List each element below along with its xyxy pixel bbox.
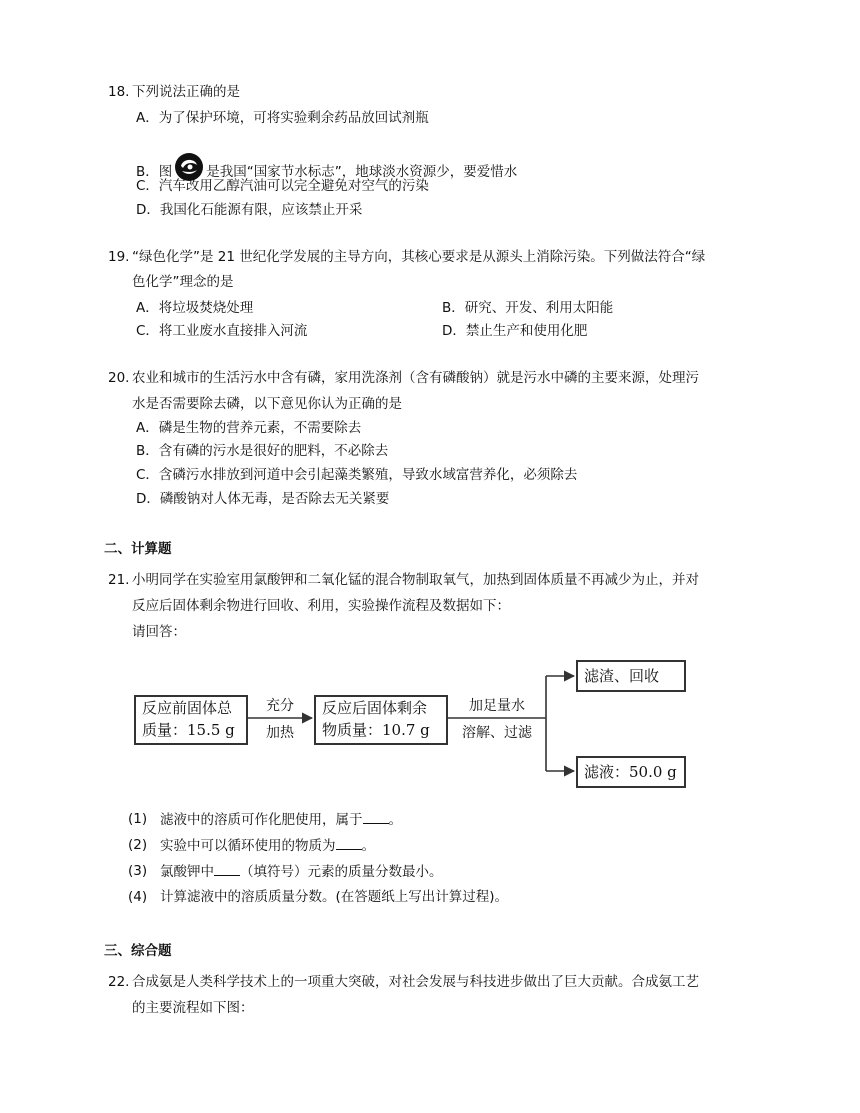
flow-arrow1-label-top: 充分 (266, 698, 294, 714)
flow-box-filter-residue: 滤渣、回收 (576, 660, 686, 692)
question-19-option-d: D．禁止生产和使用化肥 (442, 323, 588, 339)
flow-arrow2-label-top: 加足量水 (469, 698, 525, 714)
question-21-stem-line3: 请回答： (132, 624, 186, 640)
question-20-number: 20. (108, 370, 130, 386)
section-heading-comprehensive: 三、综合题 (104, 943, 172, 959)
sub-question-4-text: 计算滤液中的溶质质量分数。(在答题纸上写出计算过程)。 (160, 889, 509, 905)
flow-box-residue-mass-line2: 物质量：10.7 g (322, 721, 430, 739)
question-18-number: 18. (108, 84, 130, 100)
question-18-option-c: C．汽车改用乙醇汽油可以完全避免对空气的污染 (136, 178, 429, 194)
flow-arrow2-label-bottom: 溶解、过滤 (462, 725, 532, 741)
flow-box-residue-mass-line1: 反应后固体剩余 (322, 699, 428, 717)
question-20-option-b: B．含有磷的污水是很好的肥料，不必除去 (136, 443, 389, 459)
sub-question-3-text (160, 861, 443, 882)
sub-question-2-number: (2) (128, 837, 148, 853)
flow-box-initial-mass-line2: 质量：15.5 g (142, 721, 235, 739)
question-18-option-a: A．为了保护环境，可将实验剩余药品放回试剂瓶 (136, 110, 429, 126)
question-20-stem-line2: 水是否需要除去磷，以下意见你认为正确的是 (132, 396, 402, 412)
question-19-stem-line2: 色化学”理念的是 (132, 274, 234, 290)
question-18-option-b-prefix: B．图 (136, 164, 173, 180)
question-19-option-b: B．研究、开发、利用太阳能 (442, 300, 614, 316)
question-20-option-d: D．磷酸钠对人体无毒，是否除去无关紧要 (136, 491, 390, 507)
question-18-stem: 下列说法正确的是 (132, 84, 240, 100)
answer-blank-3[interactable] (214, 861, 240, 876)
sub-question-3-before: 氯酸钾中 (160, 864, 214, 880)
question-21-stem-line1: 小明同学在实验室用氯酸钾和二氧化锰的混合物制取氧气，加热到固体质量不再减少为止，并对 (132, 572, 699, 588)
sub-question-2-after: 。 (361, 838, 375, 854)
flow-box-initial-mass (134, 695, 248, 745)
section-heading-calculation: 二、计算题 (104, 541, 172, 557)
question-20-stem-line1: 农业和城市的生活污水中含有磷，家用洗涤剂（含有磷酸钠）就是污水中磷的主要来源，处理污 (132, 370, 699, 386)
question-20-option-a: A．磷是生物的营养元素，不需要除去 (136, 420, 362, 436)
sub-question-1-number: (1) (128, 811, 148, 827)
question-22-stem-line1: 合成氨是人类科学技术上的一项重大突破，对社会发展与科技进步做出了巨大贡献。合成氨工艺 (132, 974, 699, 990)
sub-question-3-number: (3) (128, 863, 148, 879)
flow-box-initial-mass-line1: 反应前固体总 (142, 699, 233, 717)
question-22-stem-line2: 的主要流程如下图： (132, 1000, 254, 1016)
question-18-option-b-suffix: 是我国“国家节水标志”，地球淡水资源少，要爱惜水 (206, 164, 518, 180)
question-18-option-d: D．我国化石能源有限，应该禁止开采 (136, 202, 363, 218)
question-19-option-a: A．将垃圾焚烧处理 (136, 300, 254, 316)
question-19-stem-line1: “绿色化学”是 21 世纪化学发展的主导方向，其核心要求是从源头上消除污染。下列做法符合“绿 (132, 249, 706, 265)
question-19-option-c: C．将工业废水直接排入河流 (136, 323, 308, 339)
answer-blank-1[interactable] (363, 809, 389, 824)
question-22-number: 22. (108, 974, 130, 990)
question-19-number: 19. (108, 249, 130, 265)
sub-question-4-number: (4) (128, 889, 148, 905)
sub-question-2-before: 实验中可以循环使用的物质为 (160, 838, 336, 854)
question-21-stem-line2: 反应后固体剩余物进行回收、利用，实验操作流程及数据如下： (132, 598, 510, 614)
sub-question-2-text (160, 835, 375, 856)
sub-question-3-after: （填符号）元素的质量分数最小。 (240, 864, 443, 880)
sub-question-1-before: 滤液中的溶质可作化肥使用，属于 (160, 812, 363, 828)
question-21-number: 21. (108, 572, 130, 588)
flow-box-residue-mass (314, 695, 448, 745)
sub-question-1-text (160, 809, 402, 830)
flow-arrow1-label-bottom: 加热 (266, 725, 294, 741)
flow-box-filtrate: 滤液：50.0 g (576, 756, 686, 788)
sub-question-1-after: 。 (388, 812, 402, 828)
question-20-option-c: C．含磷污水排放到河道中会引起藻类繁殖，导致水域富营养化，必须除去 (136, 467, 578, 483)
answer-blank-2[interactable] (336, 835, 362, 850)
